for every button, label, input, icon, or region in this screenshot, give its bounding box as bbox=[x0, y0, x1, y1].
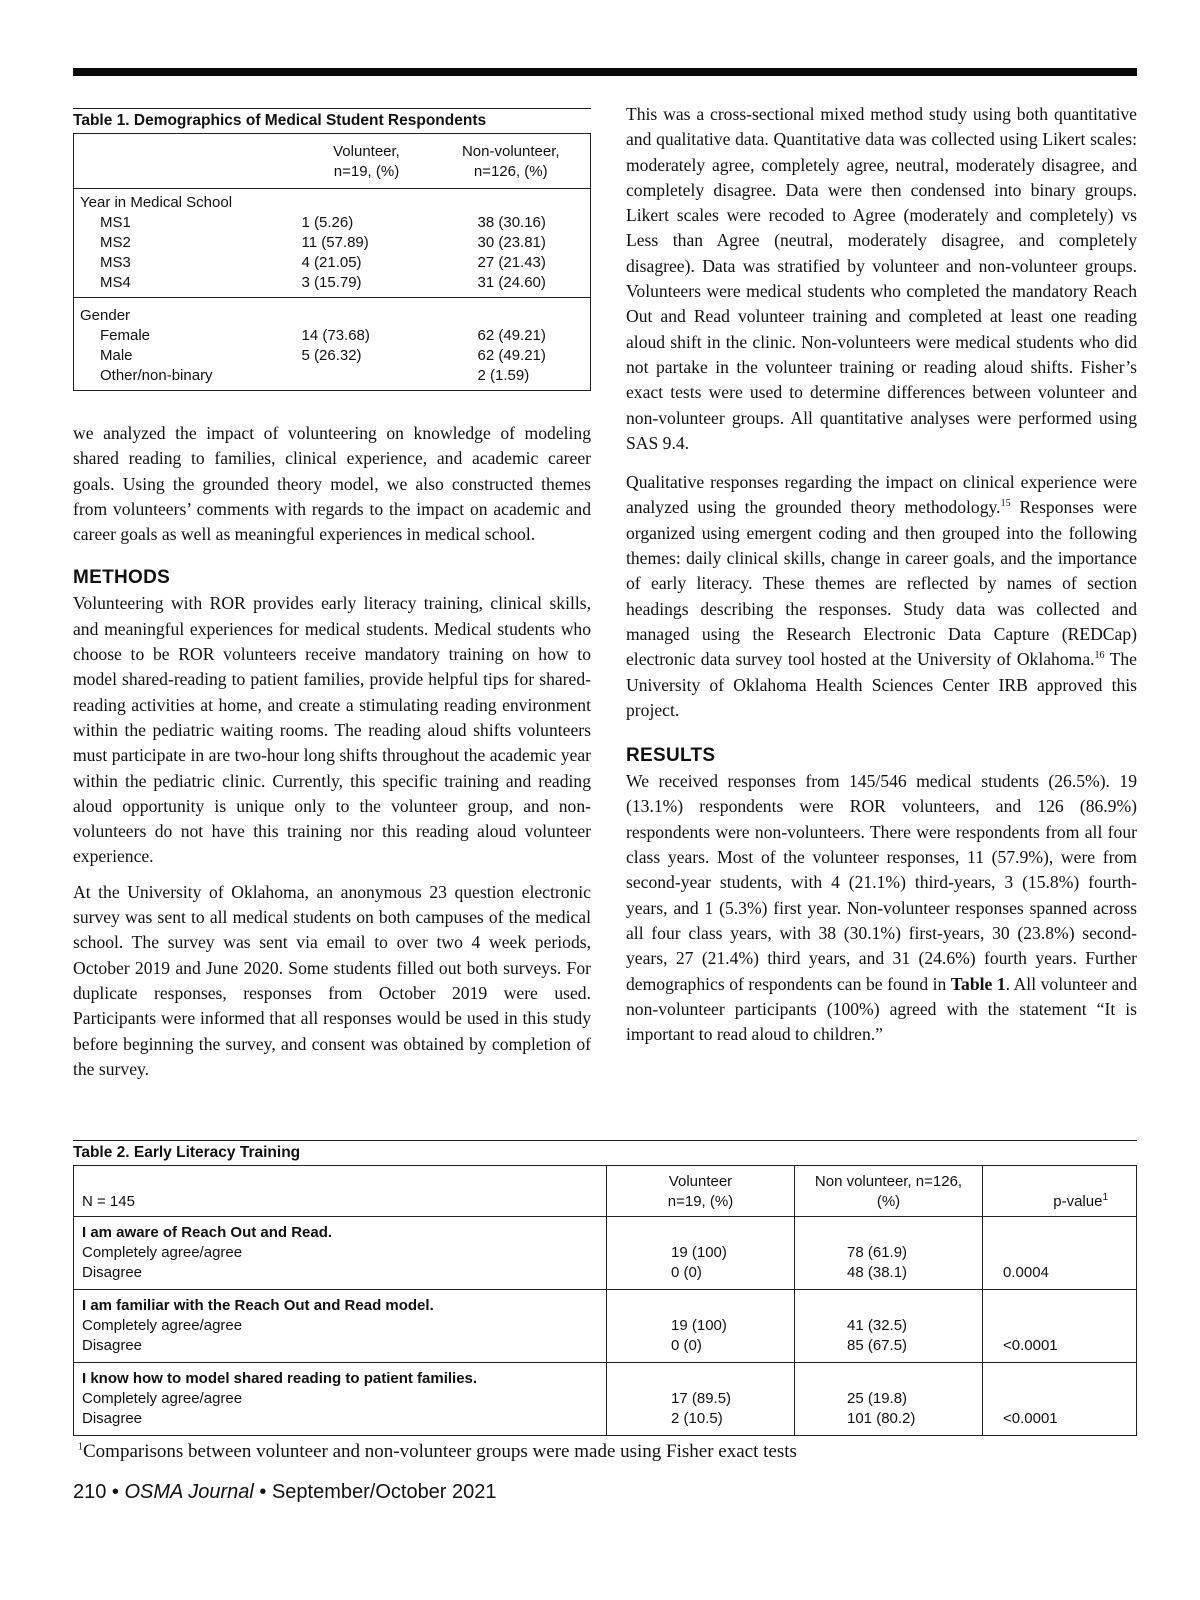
cell-non: 27 (21.43) bbox=[477, 254, 546, 271]
cell-non: 62 (49.21) bbox=[477, 327, 546, 344]
methods-paragraph-1: Volunteering with ROR provides early literacy training, clinical skills, and meaningful experiences for medical students. Medical students who choose to be ROR volunteers receive mandatory training on how to model shared-reading to patient families, provide helpful tips for shared-reading activities at home, and create a stimulating reading environment within the pediatric waiting rooms. The reading aloud shifts volunteers must participate in are two-hour long shifts throughout the academic year within the pediatric clinic. Currently, this specific training and reading aloud opportunity is unique only to the volunteer group, and non-volunteers do not have this training nor this reading aloud volunteer experience. bbox=[73, 593, 591, 867]
disagree-label: Disagree bbox=[82, 1410, 143, 1427]
agree-label: Completely agree/agree bbox=[82, 1244, 243, 1261]
right-column bbox=[626, 104, 1138, 1057]
question: I know how to model shared reading to patient families. bbox=[82, 1370, 478, 1387]
intro-paragraph: we analyzed the impact of volunteering on knowledge of modeling shared reading to families, clinical experience, and academic career goals. Using the grounded theory model, we also constructed themes from volunteers’ comments with regards to the impact on academic and career goals as well as meaningful experiences in medical school. bbox=[73, 423, 591, 545]
table1-header bbox=[74, 134, 591, 189]
qualitative-paragraph: Qualitative responses regarding the impact on clinical experience were analyzed using the grounded theory methodology.$^{15}$ Responses were organized using emergent coding and then grouped into the following themes: daily clinical skills, change in career goals, and the importance of early literacy. These themes are reflected by names of section headings describing the responses. Study data was collected and managed using the Research Electronic Data Capture (REDCap) electronic data survey tool hosted at the University of Oklahoma.$^{16}$ The University of Oklahoma Health Sciences Center IRB approved this project. bbox=[626, 472, 1137, 720]
issue-date: September/October 2021 bbox=[271, 1481, 497, 1503]
row-label: Female bbox=[100, 327, 151, 344]
table1-col-volunteer: Volunteer, n=19, (%) bbox=[302, 134, 432, 189]
table2-caption: Table 2. Early Literacy Training bbox=[73, 1140, 1137, 1165]
table1-col-nonvolunteer: Non-volunteer, n=126, (%) bbox=[432, 134, 591, 189]
row-label: Male bbox=[100, 347, 133, 364]
cell-non: 30 (23.81) bbox=[477, 234, 546, 251]
disagree-label: Disagree bbox=[82, 1337, 143, 1354]
table1-caption: Table 1. Demographics of Medical Student Respondents bbox=[73, 108, 591, 133]
non-disagree: 48 (38.1) bbox=[847, 1264, 908, 1281]
non-disagree: 85 (67.5) bbox=[847, 1337, 908, 1354]
cell-non: 31 (24.60) bbox=[477, 274, 546, 291]
table2-row-familiar bbox=[74, 1290, 1137, 1363]
question: I am aware of Reach Out and Read. bbox=[82, 1224, 333, 1241]
p-value: <0.0001 bbox=[1003, 1410, 1058, 1427]
cell-vol: 5 (26.32) bbox=[301, 347, 362, 364]
ref-15: 15 bbox=[1000, 498, 1011, 510]
table2-n-label: N = 145 bbox=[74, 1166, 607, 1217]
non-agree: 25 (19.8) bbox=[847, 1390, 908, 1407]
row-label: Other/non-binary bbox=[100, 367, 213, 384]
cell-vol: 4 (21.05) bbox=[301, 254, 362, 271]
disagree-label: Disagree bbox=[82, 1264, 143, 1281]
cell-non: 2 (1.59) bbox=[477, 367, 530, 384]
cell-non: 62 (49.21) bbox=[477, 347, 546, 364]
cell-non: 38 (30.16) bbox=[477, 214, 546, 231]
question: I am familiar with the Reach Out and Read model. bbox=[82, 1297, 434, 1314]
cell-vol: 11 (57.89) bbox=[301, 234, 369, 251]
table2-block bbox=[73, 1140, 1137, 1436]
page-number: 210 bbox=[73, 1481, 107, 1503]
methods-heading: METHODS bbox=[73, 567, 171, 589]
top-rule bbox=[73, 68, 1137, 76]
table2-col-pvalue: p-value$^1$ bbox=[983, 1166, 1137, 1217]
vol-disagree: 2 (10.5) bbox=[671, 1410, 723, 1427]
p-value: <0.0001 bbox=[1003, 1337, 1058, 1354]
non-disagree: 101 (80.2) bbox=[847, 1410, 916, 1427]
left-column bbox=[73, 108, 591, 1092]
vol-agree: 19 (100) bbox=[671, 1244, 727, 1261]
vol-disagree: 0 (0) bbox=[671, 1337, 702, 1354]
agree-label: Completely agree/agree bbox=[82, 1317, 243, 1334]
cell-vol: 1 (5.26) bbox=[301, 214, 354, 231]
vol-agree: 19 (100) bbox=[671, 1317, 727, 1334]
row-label: MS4 bbox=[100, 274, 131, 291]
table2-col-volunteer: Volunteer n=19, (%) bbox=[607, 1166, 795, 1217]
table2 bbox=[73, 1165, 1137, 1436]
methods-paragraph-2: At the University of Oklahoma, an anonymous 23 question electronic survey was sent to all medical students on both campuses of the medical school. The survey was sent via email to over two 4 week periods, October 2019 and June 2020. Some students filled out both surveys. For duplicate responses, responses from October 2019 were used. Participants were informed that all responses would be used in this study before beginning the survey, and consent was obtained by completion of the survey. bbox=[73, 881, 591, 1079]
table1-group-gender bbox=[74, 298, 591, 391]
journal-name: OSMA Journal bbox=[124, 1481, 254, 1503]
group-title: Gender bbox=[80, 307, 131, 324]
row-label: MS1 bbox=[100, 214, 131, 231]
vol-agree: 17 (89.5) bbox=[671, 1390, 732, 1407]
table1-reference: Table 1 bbox=[950, 973, 1006, 994]
table2-row-aware bbox=[74, 1217, 1137, 1290]
table2-footnote: $^1$Comparisons between volunteer and non-volunteer groups were made using Fisher exact tests bbox=[78, 1441, 797, 1462]
agree-label: Completely agree/agree bbox=[82, 1390, 243, 1407]
row-label: MS3 bbox=[100, 254, 131, 271]
non-agree: 41 (32.5) bbox=[847, 1317, 908, 1334]
results-paragraph: We received responses from 145/546 medical students (26.5%). 19 (13.1%) respondents were ROR volunteers, and 126 (86.9%) respondents were non-volunteers. There were respondents from all four class years. Most of the volunteer responses, 11 (57.9%), were from second-year students, with 4 (21.1%) third-years, 3 (15.8%) fourth-years, and 1 (5.3%) first year. Non-volunteer responses spanned across all four class years, with 38 (30.1%) first-years, 30 (23.8%) second-years, 27 (21.4%) third years, and 31 (24.6%) fourth years. Further demographics of respondents can be found in Table 1. All volunteer and non-volunteer participants (100%) agreed with the statement “It is important to read aloud to children.” bbox=[626, 771, 1138, 1045]
table2-col-nonvolunteer: Non volunteer, n=126, (%) bbox=[795, 1166, 983, 1217]
row-label: MS2 bbox=[100, 234, 131, 251]
cell-vol: 3 (15.79) bbox=[301, 274, 362, 291]
cell-vol: 14 (73.68) bbox=[301, 327, 370, 344]
ref-16: 16 bbox=[1094, 650, 1105, 662]
group-title: Year in Medical School bbox=[80, 194, 233, 211]
table1-group-year bbox=[74, 189, 591, 298]
table2-row-model bbox=[74, 1363, 1137, 1436]
vol-disagree: 0 (0) bbox=[671, 1264, 702, 1281]
table1 bbox=[73, 133, 591, 391]
results-heading: RESULTS bbox=[626, 745, 716, 767]
page-footer: 210 • OSMA Journal • September/October 2021 bbox=[73, 1481, 497, 1503]
non-agree: 78 (61.9) bbox=[847, 1244, 908, 1261]
design-paragraph: This was a cross-sectional mixed method study using both quantitative and qualitative data. Quantitative data was collected using Likert scales: moderately agree, completely agree, neutral, moderately disagree, and completely disagree. Data were then condensed into binary groups. Likert scales were recoded to Agree (moderately and completely) vs Less than Agree (neutral, moderately disagree, and completely disagree). Data was stratified by volunteer and non-volunteer groups. Volunteers were medical students who completed the mandatory Reach Out and Read volunteer training and completed at least one reading aloud shift in the clinic. Non-volunteers were medical students who did not partake in the volunteer training or reading aloud shifts. Fisher’s exact tests were used to determine differences between volunteer and non-volunteer groups. All quantitative analyses were performed using SAS 9.4. bbox=[626, 104, 1137, 453]
table2-header bbox=[74, 1166, 1137, 1217]
p-value: 0.0004 bbox=[1003, 1264, 1049, 1281]
